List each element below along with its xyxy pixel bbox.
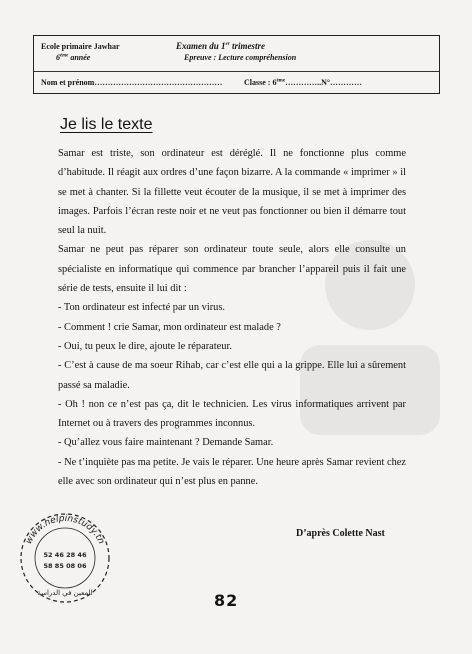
- exam-header: [33, 35, 440, 94]
- page-number: 82: [214, 591, 239, 610]
- header-divider: [34, 71, 439, 72]
- paragraph: - Oh ! non ce n’est pas ça, dit le technicien. Les virus informatiques arrivent par Internet ou à travers des programmes inconnus.: [58, 398, 406, 430]
- svg-text:www.helpinstudy.tn: [24, 514, 106, 546]
- paragraph: - C’est à cause de ma soeur Rihab, car c’est elle qui a la grippe. Elle lui a sûrement passé sa maladie.: [58, 360, 406, 391]
- section-title: Je lis le texte: [60, 116, 153, 133]
- author-attribution: D’après Colette Nast: [296, 528, 385, 539]
- stamp-arabic-text: المعين في الدراسة: [37, 589, 93, 597]
- name-field-line: Nom et prénom…………………………………………: [41, 78, 223, 87]
- school-name: Ecole primaire Jawhar: [41, 42, 120, 51]
- paragraph: - Ne t’inquiète pas ma petite. Je vais le réparer. Une heure après Samar revient chez elle avec son ordinateur qui n’est plus en panne.: [58, 456, 406, 488]
- epreuve-label: Epreuve : Lecture compréhension: [184, 53, 297, 62]
- stamp-site-text: www.helpinstudy.tn: [24, 513, 106, 546]
- grade-label: 6ème année: [56, 53, 91, 62]
- helpinstudy-stamp: [10, 500, 120, 610]
- reading-text: [58, 144, 406, 491]
- stamp-phone-1: 52 46 28 46: [43, 551, 87, 559]
- class-field-line: Classe : 6ème…………..N°…………: [244, 78, 363, 87]
- paragraph: - Qu’allez vous faire maintenant ? Demande Samar.: [58, 437, 274, 449]
- paragraph: - Comment ! crie Samar, mon ordinateur est malade ?: [58, 321, 281, 333]
- paragraph: Samar ne peut pas réparer son ordinateur toute seule, alors elle consulte un spécialiste en informatique qui commence par brancher l’appareil puis il fait une série de tests, ensuite il lui dit :: [58, 244, 406, 295]
- paragraph: - Ton ordinateur est infecté par un virus.: [58, 302, 226, 314]
- stamp-phone-2: 58 85 08 06: [43, 562, 87, 570]
- paragraph: Samar est triste, son ordinateur est déréglé. Il ne fonctionne plus comme d’habitude. Il réagit aux ordres d’une façon bizarre. A la commande « imprimer » il se met à chanter. Si la fillette veut écouter de la musique, il se met à imprimer des images. Parfois l’écran reste noir et ne veut pas fonctionner ou bien il démarre tout seul la nuit.: [58, 148, 406, 237]
- paragraph: - Oui, tu peux le dire, ajoute le réparateur.: [58, 340, 232, 352]
- exam-title: Examen du 1er trimestre: [176, 41, 265, 51]
